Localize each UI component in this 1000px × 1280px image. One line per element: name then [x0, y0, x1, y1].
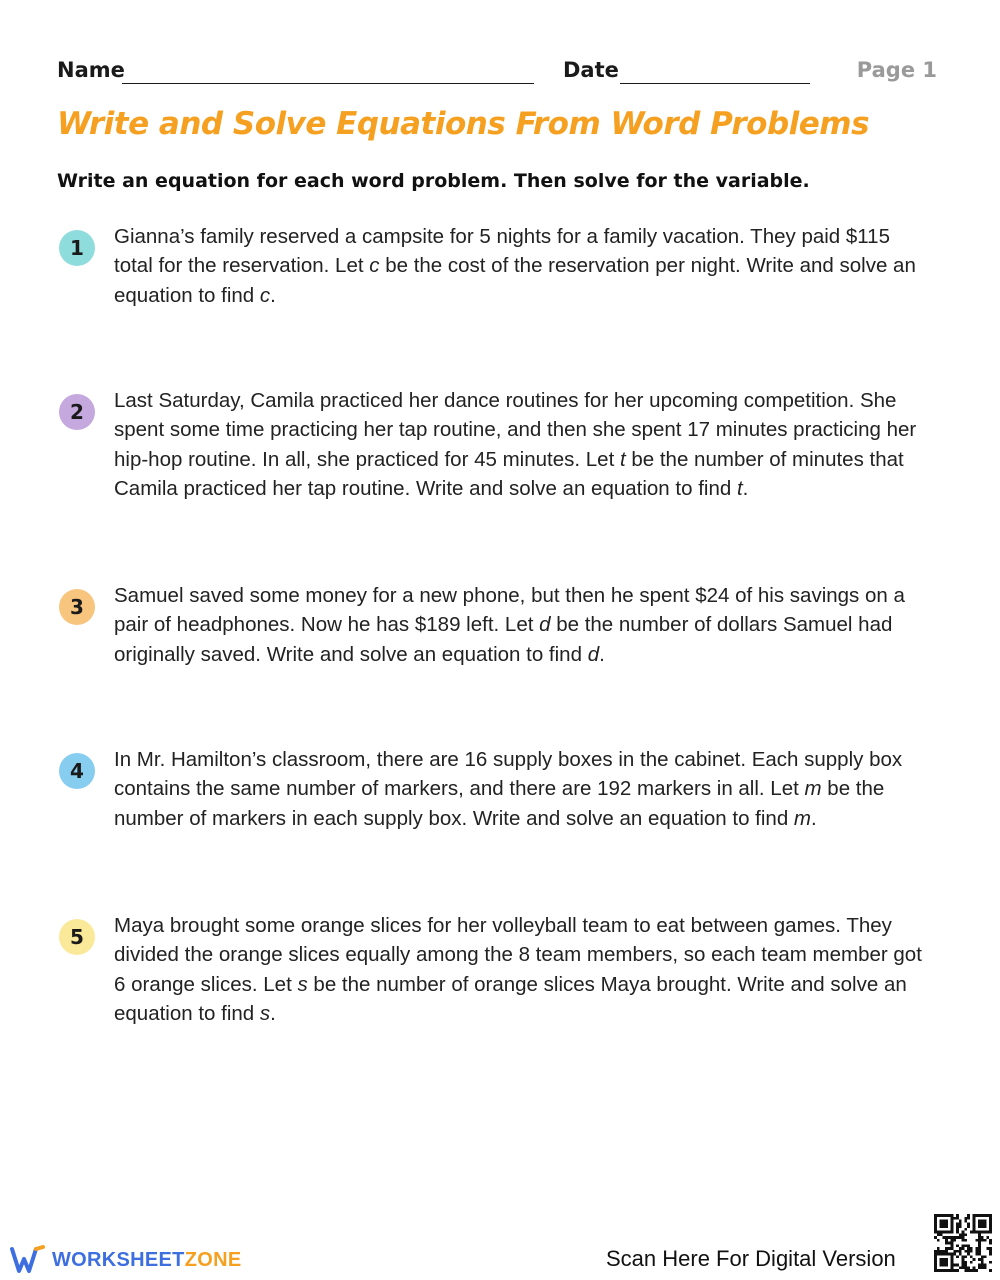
name-line[interactable] [122, 83, 534, 84]
problem-text [114, 745, 932, 833]
problem-text-segment: be the number of minutes that Camila practiced her tap routine. Write and solve an equation to find [114, 447, 904, 501]
problem-text [114, 386, 932, 504]
scan-caption: Scan Here For Digital Version [606, 1246, 896, 1271]
problem-text-segment: . [270, 283, 276, 307]
worksheet-header [57, 58, 937, 90]
date-label: Date [563, 58, 619, 82]
problem-text-segment: . [811, 806, 817, 830]
problem-text-segment: Last Saturday, Camila practiced her dance routines for her upcoming competition. She spent some time practicing her tap routine, and then she spent 17 minutes practicing her hip-hop routine. In all, she practiced for 45 minutes. Let [114, 389, 917, 471]
variable: m [793, 806, 811, 830]
logo-word-worksheet: WORKSHEET [52, 1248, 185, 1271]
problem-text-segment: Gianna’s family reserved a campsite for 5 nights for a family vacation. They paid $115 total for the reservation. Let [114, 225, 890, 278]
problem-text-segment: be the cost of the reservation per night. Write and solve an equation to find [114, 254, 916, 307]
problem-number-badge [59, 919, 95, 955]
problem-number-badge [59, 589, 95, 625]
problem-number-badge [59, 753, 95, 789]
problem-text [114, 581, 932, 669]
variable: d [539, 613, 551, 637]
page-number: Page 1 [856, 58, 937, 82]
variable: c [259, 283, 271, 307]
problem-text-segment: In Mr. Hamilton’s classroom, there are 16 supply boxes in the cabinet. Each supply box contains the same number of markers, and there are 192 markers in all. Let [114, 748, 903, 801]
worksheetzone-w-logo-icon [10, 1245, 46, 1275]
qr-code-icon[interactable] [934, 1214, 992, 1272]
variable: m [804, 777, 822, 801]
problem-text-segment: Maya brought some orange slices for her volleyball team to eat between games. They divided the orange slices equally among the 8 team members, so each team member got 6 orange slices. Let [114, 914, 922, 996]
problem-text-segment: . [599, 642, 605, 666]
variable: t [736, 477, 743, 501]
variable: s [259, 1002, 271, 1026]
problem-number: 2 [70, 400, 84, 424]
problem-number: 4 [70, 759, 84, 783]
problem-number: 1 [70, 236, 84, 260]
problem-text [114, 222, 932, 310]
name-label: Name [57, 58, 125, 82]
problem-text-segment: be the number of dollars Samuel had originally saved. Write and solve an equation to find [114, 613, 893, 666]
problem-text-segment: be the number of markers in each supply box. Write and solve an equation to find [114, 777, 885, 830]
instructions: Write an equation for each word problem. Then solve for the variable. [57, 170, 810, 192]
problem-text-segment: Samuel saved some money for a new phone, but then he spent $24 of his savings on a pair of headphones. Now he has $189 left. Let [114, 584, 905, 637]
problem-number-badge [59, 230, 95, 266]
problem-text-segment: . [742, 477, 749, 501]
variable: s [297, 972, 308, 996]
date-line[interactable] [620, 83, 810, 84]
logo-word-zone: ZONE [184, 1248, 242, 1271]
problem-number: 3 [70, 595, 84, 619]
logo-text [52, 1249, 241, 1272]
problem-text-segment: be the number of orange slices Maya brought. Write and solve an equation to find [114, 972, 907, 1026]
worksheetzone-logo[interactable] [10, 1240, 241, 1280]
problem-number: 5 [70, 925, 84, 949]
variable: d [587, 642, 600, 666]
problem-text [114, 911, 932, 1029]
variable: c [369, 254, 380, 278]
problem-number-badge [59, 394, 95, 430]
worksheet-title: Write and Solve Equations From Word Problems [57, 106, 870, 142]
variable: t [619, 447, 626, 471]
problem-text-segment: . [270, 1002, 276, 1026]
